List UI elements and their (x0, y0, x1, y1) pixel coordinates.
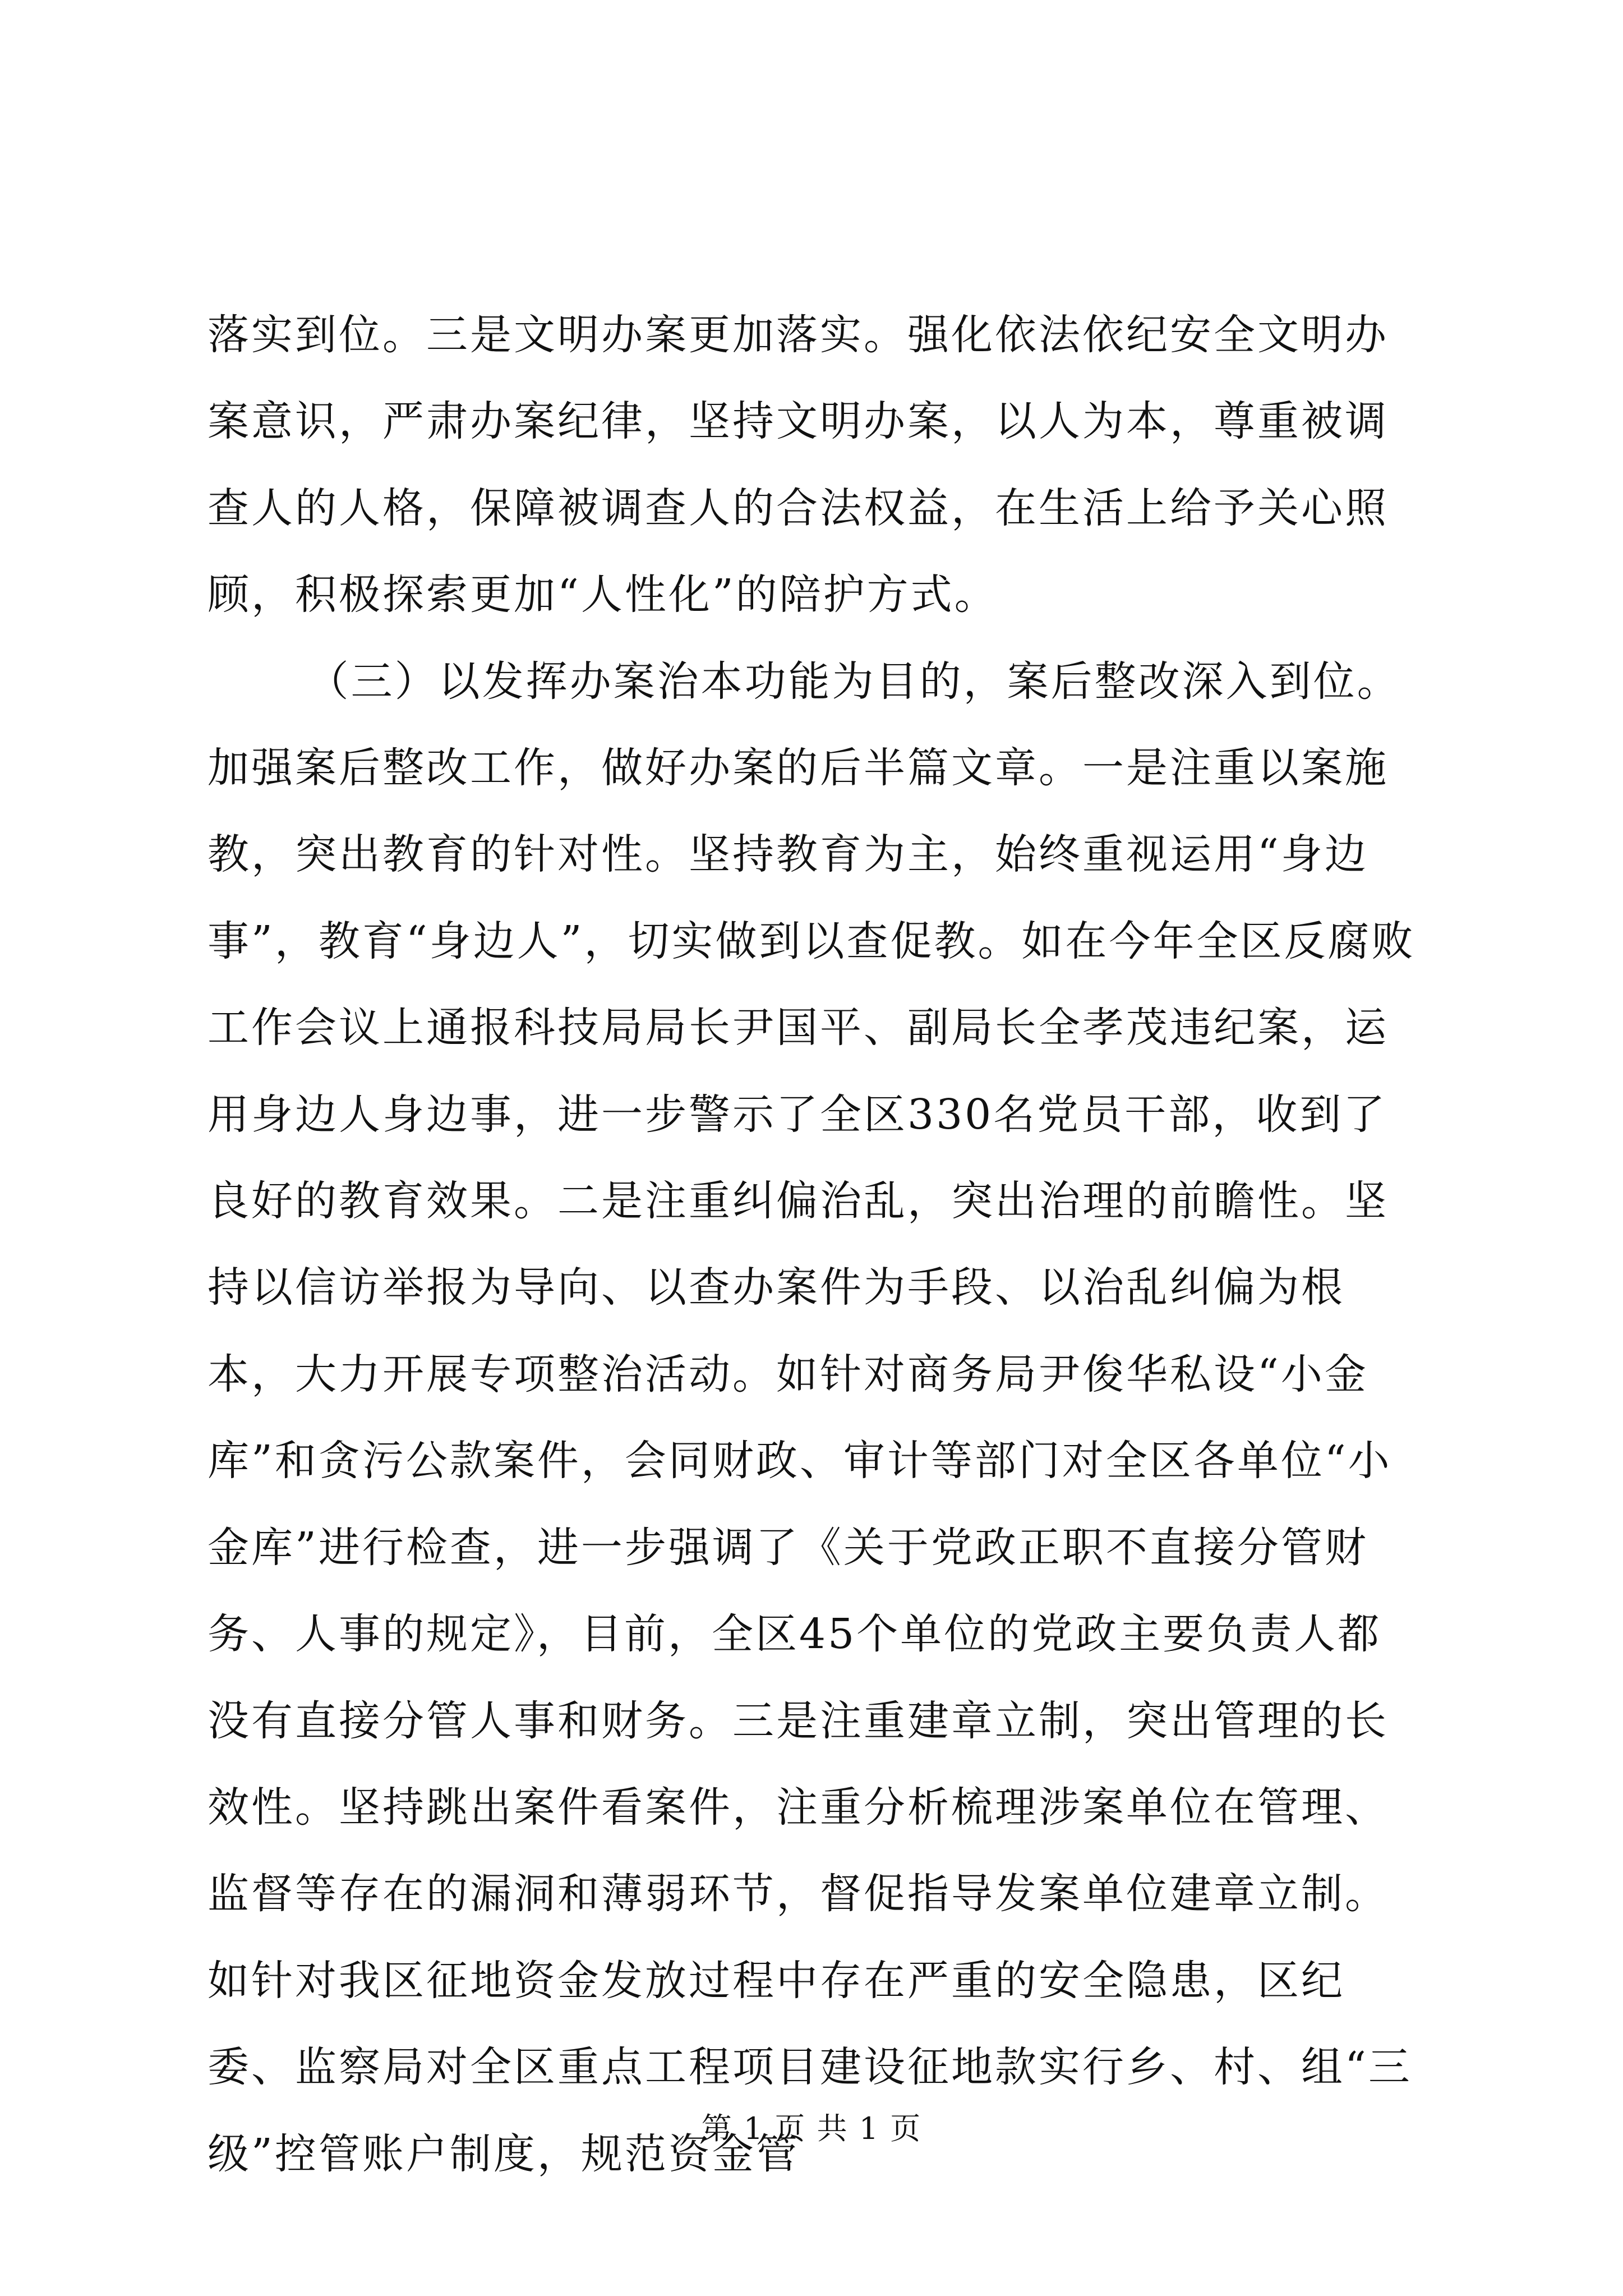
paragraph-section-three: （三）以发挥办案治本功能为目的，案后整改深入到位。加强案后整改工作，做好办案的后半篇文章。一是注重以案施教，突出教育的针对性。坚持教育为主，始终重视运用“身边事”，教育“身边人”，切实做到以查促教。如在今年全区反腐败工作会议上通报科技局局长尹国平、副局长全孝茂违纪案，运用身边人身边事，进一步警示了全区330名党员干部，收到了良好的教育效果。二是注重纠偏治乱，突出治理的前瞻性。坚持以信访举报为导向、以查办案件为手段、以治乱纠偏为根本，大力开展专项整治活动。如针对商务局尹俊华私设“小金库”和贪污公款案件，会同财政、审计等部门对全区各单位“小金库”进行检查，进一步强调了《关于党政正职不直接分管财务、人事的规定》，目前，全区45个单位的党政主要负责人都没有直接分管人事和财务。三是注重建章立制，突出管理的长效性。坚持跳出案件看案件，注重分析梳理涉案单位在管理、监督等存在的漏洞和薄弱环节，督促指导发案单位建章立制。如针对我区征地资金发放过程中存在严重的安全隐患，区纪委、监察局对全区重点工程项目建设征地款实行乡、村、组“三级”控管账户制度，规范资金管 (208, 657, 1415, 2178)
page-footer: 第 1 页 共 1 页 (701, 2111, 922, 2146)
paragraph-continuation: 落实到位。三是文明办案更加落实。强化依法依纪安全文明办案意识，严肃办案纪律，坚持文明办案，以人为本，尊重被调查人的人格，保障被调查人的合法权益，在生活上给予关心照顾，积极探索更加“人性化”的陪护方式。 (208, 311, 1389, 619)
document-body (208, 292, 1419, 2197)
